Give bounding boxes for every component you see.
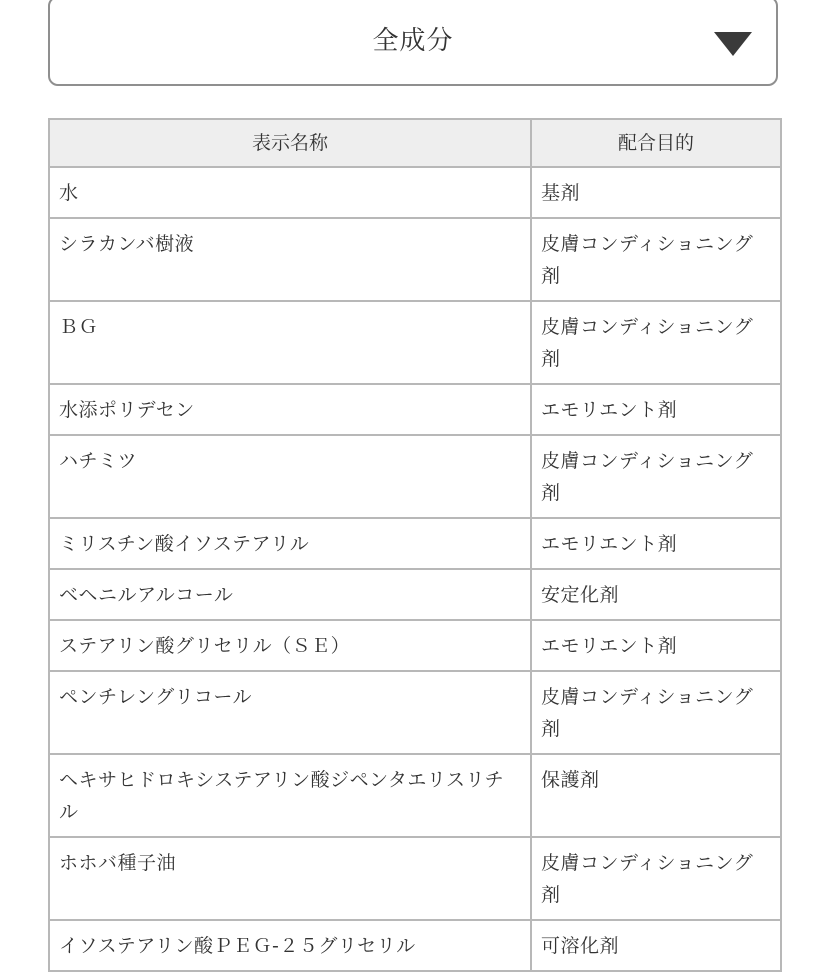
ingredient-purpose: 保護剤 bbox=[531, 754, 781, 837]
ingredient-purpose: エモリエント剤 bbox=[531, 384, 781, 435]
table-row bbox=[49, 218, 781, 301]
ingredient-purpose: 可溶化剤 bbox=[531, 920, 781, 971]
ingredient-name: イソステアリン酸ＰＥＧ-２５グリセリル bbox=[49, 920, 531, 971]
ingredient-name: ミリスチン酸イソステアリル bbox=[49, 518, 531, 569]
ingredient-purpose: エモリエント剤 bbox=[531, 620, 781, 671]
triangle-down-icon[interactable] bbox=[714, 32, 752, 56]
ingredient-name: ハチミツ bbox=[49, 435, 531, 518]
ingredient-name: ＢＧ bbox=[49, 301, 531, 384]
ingredient-name: ステアリン酸グリセリル（ＳＥ） bbox=[49, 620, 531, 671]
ingredient-purpose: 皮膚コンディショニング剤 bbox=[531, 671, 781, 754]
ingredient-name: ホホバ種子油 bbox=[49, 837, 531, 920]
table-row bbox=[49, 620, 781, 671]
ingredient-name: シラカンバ樹液 bbox=[49, 218, 531, 301]
ingredient-purpose: 皮膚コンディショニング剤 bbox=[531, 435, 781, 518]
ingredient-name: ヘキサヒドロキシステアリン酸ジペンタエリスリチル bbox=[49, 754, 531, 837]
ingredient-name: ペンチレングリコール bbox=[49, 671, 531, 754]
ingredient-name: 水添ポリデセン bbox=[49, 384, 531, 435]
ingredient-purpose: 皮膚コンディショニング剤 bbox=[531, 218, 781, 301]
table-row bbox=[49, 435, 781, 518]
accordion-title: 全成分 bbox=[372, 26, 454, 56]
ingredients-table bbox=[48, 118, 782, 972]
ingredient-purpose: 基剤 bbox=[531, 167, 781, 218]
ingredient-purpose: 皮膚コンディショニング剤 bbox=[531, 837, 781, 920]
table-row bbox=[49, 920, 781, 971]
ingredient-name: ベヘニルアルコール bbox=[49, 569, 531, 620]
table-header-row bbox=[49, 119, 781, 167]
ingredient-name: 水 bbox=[49, 167, 531, 218]
table-row bbox=[49, 671, 781, 754]
table-row bbox=[49, 754, 781, 837]
column-header-name: 表示名称 bbox=[49, 119, 531, 167]
column-header-purpose: 配合目的 bbox=[531, 119, 781, 167]
ingredient-purpose: 皮膚コンディショニング剤 bbox=[531, 301, 781, 384]
table-row bbox=[49, 301, 781, 384]
ingredients-accordion-header[interactable] bbox=[48, 0, 778, 86]
table-row bbox=[49, 569, 781, 620]
table-row bbox=[49, 167, 781, 218]
table-row bbox=[49, 518, 781, 569]
ingredient-purpose: 安定化剤 bbox=[531, 569, 781, 620]
ingredient-purpose: エモリエント剤 bbox=[531, 518, 781, 569]
table-row bbox=[49, 837, 781, 920]
table-row bbox=[49, 384, 781, 435]
